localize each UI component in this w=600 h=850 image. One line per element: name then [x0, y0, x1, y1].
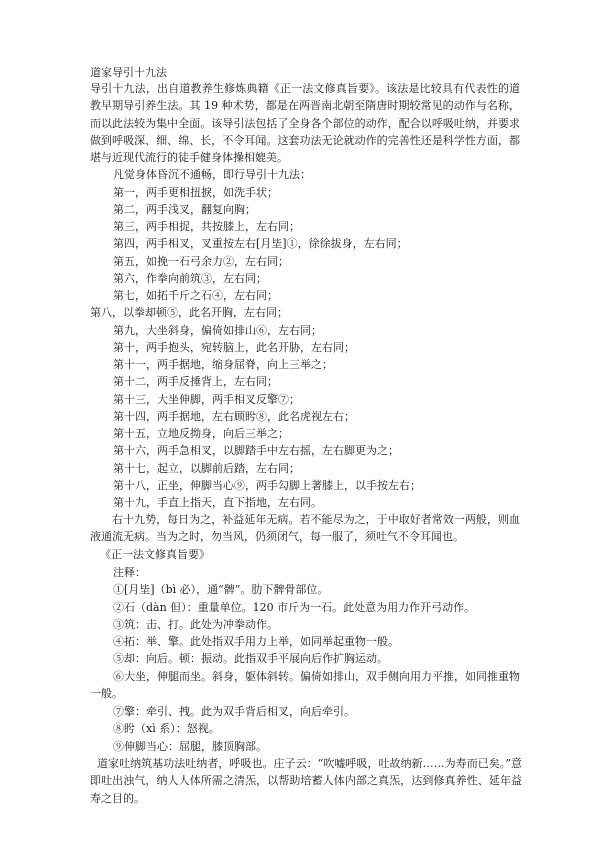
step-item: 第四，两手相叉，叉重按左右[月坒]①，徐徐拔身，左右同； — [113, 237, 408, 250]
step-item: 第十，两手抱头，宛转脑上，此名开胁，左右同； — [113, 341, 355, 354]
source-title: 《正一法文修真旨要》 — [100, 548, 210, 561]
note-item: ⑨伸脚当心：屈腿，膝顶胸部。 — [113, 740, 267, 753]
note-item: ④拓：举、擎。此处指双手用力上举，如同举起重物一般。 — [113, 635, 399, 648]
step-item: 第九，大坐斜身，偏倚如排山⑥，左右同； — [113, 324, 322, 337]
step-item: 第一，两手更相扭捩，如洗手状； — [113, 186, 278, 199]
closing-paragraph: 右十九势，每日为之，补益延年无病。若不能尽为之，于中取好者常效一两般，则血液通流无病。当为之时，勿当风，仍须闭气，每一服了，须吐气不令耳闻也。 — [90, 513, 520, 544]
step-item: 第五，如挽一石弓余力②，左右同； — [113, 255, 289, 268]
notes-label: 注释： — [113, 566, 146, 579]
note-item: ⑥大坐，伸腿而坐。斜身，躯体斜转。偏倚如排山，双手侧向用力平推，如同推重物一般。 — [90, 670, 520, 701]
step-item: 第十二，两手反捶背上，左右同； — [113, 375, 278, 388]
step-item: 第八，以拳却顿⑤，此名开胸，左右同； — [90, 306, 288, 319]
intro-paragraph: 导引十九法，出自道教养生修炼典籍《正一法文修真旨要》。该法是比较具有代表性的道教早期导引养生法。其 19 种术势，都是在两晋南北朝至隋唐时期较常见的动作与名称，而以此法较为集中全面。该导引法包括了全身各个部位的动作，配合以呼吸吐纳，并要求做到呼吸深、细、绵、长，不令耳闻。这套功法无论就动作的完善性还是科学性方面，都堪与近现代流行的徒手健身体操相媲美。 — [90, 82, 520, 165]
step-item: 第十五，立地反拗身，向后三举之； — [113, 427, 289, 440]
step-item: 第十六，两手急相叉，以脚踏手中左右摇，左右脚更为之； — [113, 444, 399, 457]
note-item: ⑧盻（xì 系）：怒视。 — [113, 722, 220, 735]
note-item: ⑦擎：牵引、拽。此为双手背后相叉，向后牵引。 — [113, 705, 355, 718]
step-item: 第十九，手直上指天，直下指地，左右同。 — [113, 496, 322, 509]
note-item: ③筑：击、打。此处为冲拳动作。 — [113, 618, 278, 631]
step-item: 第七，如拓千斤之石④，左右同； — [113, 289, 278, 302]
step-item: 第十四，两手据地，左右顾盻⑧，此名虎视左右； — [113, 410, 355, 423]
note-item: ⑤却：向后。顿：振动。此指双手平展向后作扩胸运动。 — [113, 652, 388, 665]
note-item: ①[月坒]（bì 必），通“髀”。肋下髀骨部位。 — [113, 583, 329, 596]
tail-paragraph: 道家吐纳筑基功法吐纳者，呼吸也。庄子云：“吹嘘呼吸，吐故纳新……为寿而已矣。”意即吐出浊气，纳人人体所需之清炁，以帮助培蓄人体内部之真炁，达到修真养性、延年益寿之目的。 — [90, 757, 522, 805]
step-item: 第十三，大坐伸脚，两手相叉反擎⑦； — [113, 393, 300, 406]
step-item: 第二，两手浅叉，翻复向胸； — [113, 203, 256, 216]
step-item: 第六，作拳向前筑③，左右同； — [113, 272, 267, 285]
step-item: 第十一，两手据地，缩身屈脊，向上三举之； — [113, 358, 333, 371]
step-item: 第三，两手相捉，共按膝上，左右同； — [113, 220, 300, 233]
note-item: ②石（dàn 但）：重量单位。120 市斤为一石。此处意为用力作开弓动作。 — [113, 601, 476, 614]
step-item: 第十七，起立，以脚前后踏，左右同； — [113, 462, 300, 475]
document-title: 道家导引十九法 — [90, 66, 167, 79]
step-item: 第十八，正坐，伸脚当心⑨，两手勾脚上著膝上，以手按左右； — [113, 479, 421, 492]
lead-line: 凡觉身体昏沉不通畅，即行导引十九法： — [113, 168, 311, 181]
